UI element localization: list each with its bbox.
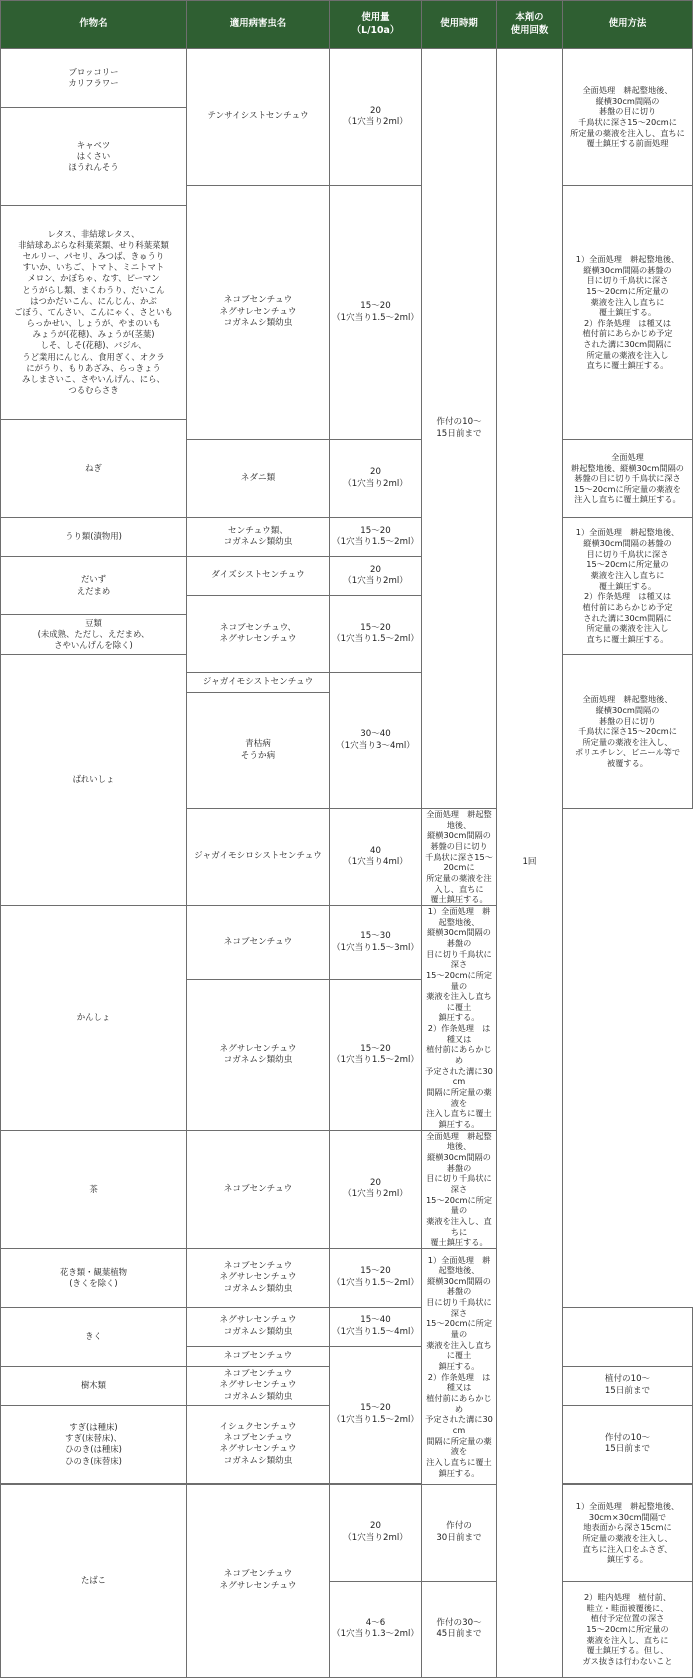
timing-cell: 作付の30～ 45日前まで — [422, 1581, 497, 1677]
pest-cell: 青枯病 そうか病 — [187, 693, 330, 809]
pest-cell: センチュウ類、 コガネムシ類幼虫 — [187, 518, 330, 557]
pest-cell: テンサイシストセンチュウ — [187, 49, 330, 186]
table-row — [1, 1484, 693, 1581]
method-cell: 2）畦内処理 植付前、 畦立・畦面被覆後に、 植付予定位置の深さ 15～20cmに所定量の 薬液を注入し、直ちに 覆土鎮圧する。但し、 ガス抜きは行わないこと — [563, 1581, 693, 1677]
method-cell: 全面処理 耕起整地後、 縦横30cm間隔の 碁盤の目に切り 千鳥状に深さ15～20cmに 所定量の薬液を注入し、直ちに 覆土鎮圧する。 — [422, 809, 497, 906]
method-cell: 全面処理 耕起整地後、縦横30cm間隔の 碁盤の目に切り千鳥状に深さ 15～20cmに所定量の薬液を 注入し直ちに覆土鎮圧する。 — [563, 440, 693, 518]
pest-cell: ネコブセンチュウ ネグサレセンチュウ コガネムシ類幼虫 — [187, 1248, 330, 1307]
pest-cell: ネグサレセンチュウ コガネムシ類幼虫 — [187, 980, 330, 1130]
crop-cell: たばこ — [1, 1484, 187, 1677]
pest-cell: ネコブセンチュウ — [187, 905, 330, 979]
table-row — [1, 1248, 693, 1307]
pest-cell: ネコブセンチュウ ネグサレセンチュウ — [187, 1484, 330, 1677]
method-cell: 1）全面処理 耕起整地後、 縦横30cm間隔の碁盤の 目に切り千鳥状に深さ 15～20cmに所定量の 薬液を注入し直ちに 覆土鎮圧する。 2）作条処理 は種又は 植付前にあらかじめ予定 された溝に30cm間隔に 所定量の薬液を注入し 直ちに覆土鎮圧する。 — [563, 186, 693, 440]
crop-cell: きく — [1, 1307, 187, 1366]
method-cell: 全面処理 耕起整地後、 縦横30cm間隔の 碁盤の目に切り 千鳥状に深さ15～20cmに 所定量の薬液を注入し、直ちに 覆土鎮圧する前面処理 — [563, 49, 693, 186]
pest-cell: ネコブセンチュウ ネグサレセンチュウ コガネムシ類幼虫 — [187, 1366, 330, 1405]
amount-cell: 30～40 （1穴当り3～4ml） — [330, 673, 422, 809]
crop-cell: 樹木類 — [1, 1366, 187, 1405]
table-row — [1, 1130, 693, 1248]
amount-cell: 20 （1穴当り2ml） — [330, 1130, 422, 1248]
timing-cell: 植付の10～ 15日前まで — [563, 1366, 693, 1405]
header-crop: 作物名 — [1, 1, 187, 49]
header-times: 本剤の 使用回数 — [497, 1, 563, 49]
method-cell: 全面処理 耕起整地後、 縦横30cm間隔の碁盤の 目に切り千鳥状に深さ 15～20cmに所定量の 薬液を注入し、直ちに 覆土鎮圧する。 — [422, 1130, 497, 1248]
method-cell: 1）全面処理 耕起整地後、 縦横30cm間隔の碁盤の 目に切り千鳥状に深さ 15～20cmに所定量の 薬液を注入し直ちに覆土 鎮圧する。 2）作条処理 は種又は 植付前にあらかじめ 予定された溝に30cm 間隔に所定量の薬液を 注入し直ちに覆土 鎮圧する。 — [422, 1248, 497, 1484]
crop-cell: ブロッコリー カリフラワー — [1, 49, 187, 108]
timing-cell: 作付の 30日前まで — [422, 1484, 497, 1581]
crop-cell: かんしょ — [1, 905, 187, 1130]
table-row — [1, 1307, 693, 1346]
pest-cell: ネグサレセンチュウ コガネムシ類幼虫 — [187, 1307, 330, 1346]
amount-cell: 20 （1穴当り2ml） — [330, 1484, 422, 1581]
amount-cell: 4～6 （1穴当り1.3～2ml） — [330, 1581, 422, 1677]
table-row — [1, 49, 693, 108]
header-timing: 使用時期 — [422, 1, 497, 49]
method-cell: 1）全面処理 耕起整地後、 縦横30cm間隔の碁盤の 目に切り千鳥状に深さ 15～20cmに所定量の 薬液を注入し直ちに 覆土鎮圧する。 2）作条処理 は種又は 植付前にあらかじめ予定 された溝に30cm間隔に 所定量の薬液を注入し 直ちに覆土鎮圧する。 — [563, 518, 693, 655]
crop-cell: 豆類 (未成熟、ただし、えだまめ、 さやいんげんを除く) — [1, 615, 187, 655]
pest-cell: ネコブセンチュウ ネグサレセンチュウ コガネムシ類幼虫 — [187, 186, 330, 440]
header-amount: 使用量 （L/10a） — [330, 1, 422, 49]
method-cell: 全面処理 耕起整地後、 縦横30cm間隔の 碁盤の目に切り 千鳥状に深さ15～20cmに 所定量の薬液を注入し、 ポリエチレン、ビニール等で 被覆する。 — [563, 655, 693, 809]
amount-cell: 15～20 （1穴当り1.5～2ml） — [330, 1248, 422, 1307]
crop-cell: すぎ(は種床) すぎ(床替床)、 ひのき(は種床) ひのき(床替床) — [1, 1405, 187, 1483]
crop-cell: キャベツ はくさい ほうれんそう — [1, 108, 187, 206]
crop-cell: 茶 — [1, 1130, 187, 1248]
pest-cell: ネコブセンチュウ — [187, 1130, 330, 1248]
table-row — [1, 518, 693, 557]
pest-cell: ネコブセンチュウ、 ネグサレセンチュウ — [187, 596, 330, 673]
method-cell: 1）全面処理 耕起整地後、 縦横30cm間隔の碁盤の 目に切り千鳥状に深さ 15～20cmに所定量の 薬液を注入し直ちに覆土 鎮圧する。 2）作条処理 は種又は 植付前にあらかじめ 予定された溝に30cm 間隔に所定量の薬液を 注入し直ちに覆土 鎮圧する。 — [422, 905, 497, 1130]
timing-cell-blank — [563, 1307, 693, 1366]
pest-cell: ジャガイモシロシストセンチュウ — [187, 809, 330, 906]
timing-cell: 作付の10～ 15日前まで — [422, 49, 497, 809]
header-method: 使用方法 — [563, 1, 693, 49]
times-cell: 1回 — [497, 49, 563, 1678]
table-row — [1, 905, 693, 979]
header-row — [1, 1, 693, 49]
amount-cell: 40 （1穴当り4ml） — [330, 809, 422, 906]
pest-cell: イシュクセンチュウ ネコブセンチュウ ネグサレセンチュウ コガネムシ類幼虫 — [187, 1405, 330, 1483]
crop-cell: うり類(漬物用) — [1, 518, 187, 557]
crop-cell: ねぎ — [1, 420, 187, 518]
timing-cell: 作付の10～ 15日前まで — [563, 1405, 693, 1483]
pest-cell: ネダニ類 — [187, 440, 330, 518]
pest-cell: ネコブセンチュウ — [187, 1346, 330, 1366]
crop-cell: ばれいしょ — [1, 655, 187, 906]
crop-cell: だいず えだまめ — [1, 557, 187, 615]
crop-cell: 花き類・観葉植物 (きくを除く) — [1, 1248, 187, 1307]
method-cell: 1）全面処理 耕起整地後、 30cm×30cm間隔で 地表面から深さ15cmに 所定量の薬液を注入し、 直ちに注入口をふさぎ、 鎮圧する。 — [563, 1484, 693, 1581]
amount-cell: 20 （1穴当り2ml） — [330, 557, 422, 596]
amount-cell: 15～20 （1穴当り1.5～2ml） — [330, 186, 422, 440]
header-pest: 適用病害虫名 — [187, 1, 330, 49]
pest-cell: ジャガイモシストセンチュウ — [187, 673, 330, 693]
crop-cell: レタス、非結球レタス、 非結球あぶらな科葉菜類、せり科葉菜類 セルリー、パセリ、みつば、きゅうり すいか、いちご、トマト、ミニトマト メロン、かぼちゃ、なす、ピーマン とうがらし類、まくわうり、だいこん はつかだいこん、にんじん、かぶ ごぼう、てんさい、こんにゃく、さといも らっかせい、しょうが、やまのいも みょうが(花穂)、みょうが(茎葉) しそ、しそ(花穂)、バジル、 うど業用にんじん、食用ぎく、オクラ にがうり、もりあざみ、らっきょう みしまさいこ、さやいんげん、にら、 つるむらさき — [1, 206, 187, 420]
amount-cell: 15～20 （1穴当り1.5～2ml） — [330, 980, 422, 1130]
amount-cell: 20 （1穴当り2ml） — [330, 440, 422, 518]
amount-cell: 15～40 （1穴当り1.5～4ml） — [330, 1307, 422, 1346]
amount-cell: 20 （1穴当り2ml） — [330, 49, 422, 186]
amount-cell: 15～20 （1穴当り1.5～2ml） — [330, 518, 422, 557]
amount-cell: 15～20 （1穴当り1.5～2ml） — [330, 1346, 422, 1483]
pest-cell: ダイズシストセンチュウ — [187, 557, 330, 596]
amount-cell: 15～20 （1穴当り1.5～2ml） — [330, 596, 422, 673]
amount-cell: 15～30 （1穴当り1.5～3ml） — [330, 905, 422, 979]
